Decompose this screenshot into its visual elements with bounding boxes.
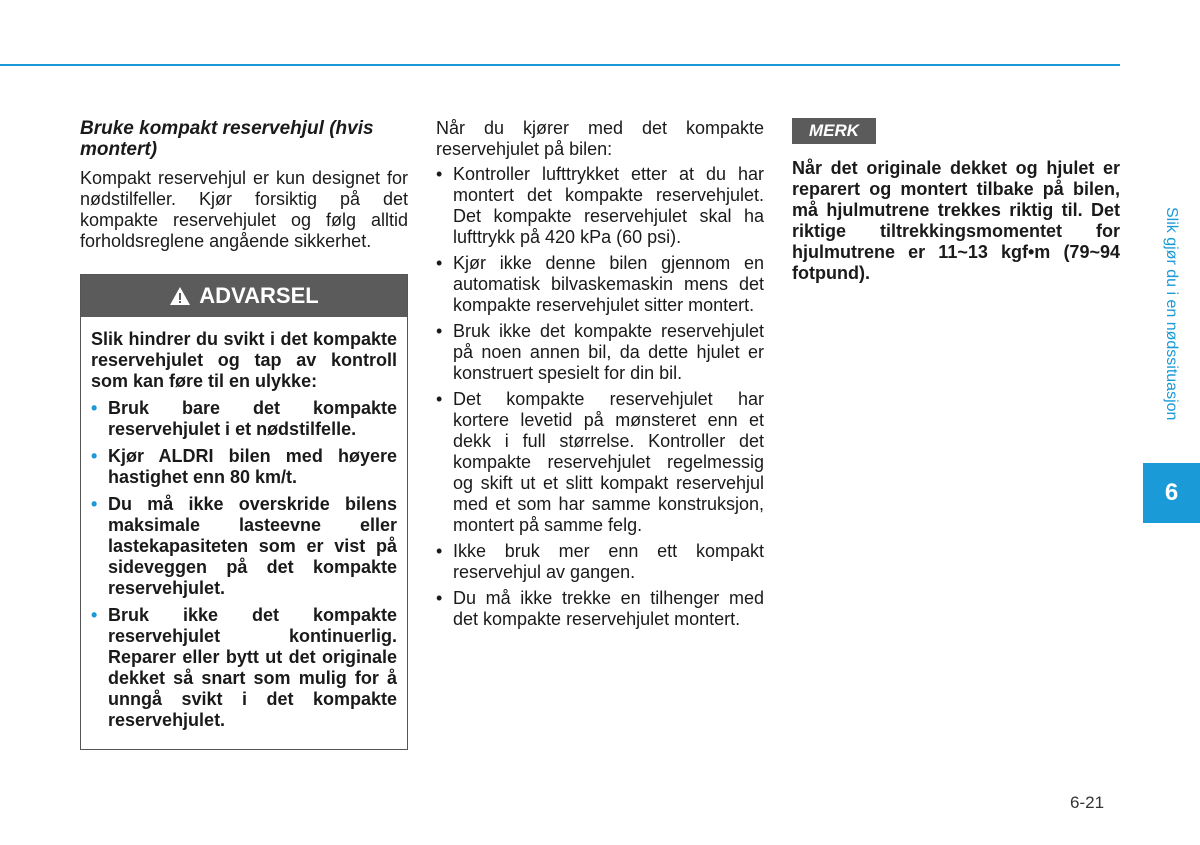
- list-item: • Kjør ikke denne bilen gjennom en automatisk bilvaskemaskin mens det kompakte reservehjulet sitter montert.: [436, 253, 764, 316]
- warning-lead: Slik hindrer du svikt i det kompakte reservehjulet og tap av kontroll som kan føre til en ulykke:: [91, 329, 397, 391]
- note-text: Når det originale dekket og hjulet er reparert og montert tilbake på bilen, må hjulmutrene trekkes riktig til. Det riktige tiltrekkingsmomentet for hjulmutrene er 11~13 kgf•m (79~94 fotpund).: [792, 158, 1120, 283]
- middle-intro: Når du kjører med det kompakte reservehjulet på bilen:: [436, 118, 764, 159]
- warning-item: • Kjør ALDRI bilen med høyere hastighet enn 80 km/t.: [91, 446, 397, 488]
- section-side-title: Slik gjør du i en nødssituasjon: [1163, 207, 1180, 421]
- list-item: • Du må ikke trekke en tilhenger med det kompakte reservehjulet montert.: [436, 588, 764, 630]
- warning-icon: [169, 286, 191, 306]
- list-item: • Bruk ikke det kompakte reservehjulet på noen annen bil, da dette hjulet er konstruert spesielt for din bil.: [436, 321, 764, 384]
- warning-header: [81, 275, 407, 317]
- section-heading: Bruke kompakt reservehjul (hvis montert): [80, 118, 374, 160]
- precaution-list: [436, 164, 764, 630]
- header-rule: [0, 64, 1120, 66]
- warning-list: [91, 398, 397, 731]
- intro-paragraph: Kompakt reservehjul er kun designet for nødstilfeller. Kjør forsiktig på det kompakte reservehjulet og følg alltid forholdsreglene angående sikkerhet.: [80, 168, 408, 251]
- list-item: • Det kompakte reservehjulet har kortere levetid på mønsteret enn et dekk i full størrelse. Kontroller det kompakte reservehjulet regelmessig og skift ut et slitt kompakt reservehjul med et som har samme konstruksjon, montert på samme felg.: [436, 389, 764, 536]
- warning-box: [80, 274, 408, 750]
- warning-title: ADVARSEL: [199, 283, 319, 308]
- middle-column: [436, 118, 764, 635]
- left-column: [80, 118, 408, 750]
- list-item: • Kontroller lufttrykket etter at du har montert det kompakte reservehjulet. Det kompakte reservehjulet skal ha lufttrykk på 420 kPa (60 psi).: [436, 164, 764, 248]
- warning-item: • Bruk bare det kompakte reservehjulet i et nødstilfelle.: [91, 398, 397, 440]
- right-column: [792, 118, 1120, 284]
- warning-item: • Bruk ikke det kompakte reservehjulet kontinuerlig. Reparer eller bytt ut det originale dekket så snart som mulig for å unngå svikt i det kompakte reservehjulet.: [91, 605, 397, 731]
- warning-item: • Du må ikke overskride bilens maksimale lasteevne eller lastekapasiteten som er vist på sideveggen på det kompakte reservehjulet.: [91, 494, 397, 599]
- chapter-tab: 6: [1143, 463, 1200, 523]
- note-label: MERK: [792, 118, 876, 144]
- warning-body: [81, 317, 407, 749]
- list-item: • Ikke bruk mer enn ett kompakt reservehjul av gangen.: [436, 541, 764, 583]
- page-number: 6-21: [1070, 793, 1105, 812]
